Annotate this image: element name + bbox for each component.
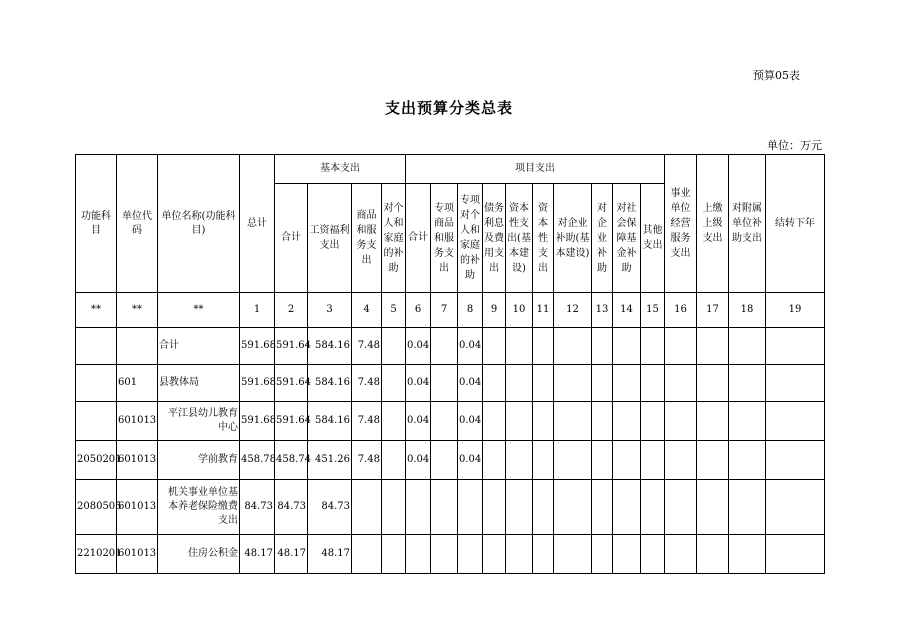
cell-empty (483, 402, 506, 441)
cell-code (117, 328, 158, 365)
header-basic: 基本支出 (275, 155, 406, 184)
cell-empty (766, 535, 825, 574)
cell-c8: 0.04 (458, 328, 483, 365)
header-total: 总计 (240, 155, 275, 293)
header-upper: 上缴上级支出 (697, 155, 729, 293)
header-proj-goods: 专项商品和服务支出 (431, 184, 458, 293)
cell-name: 县教体局 (158, 365, 240, 402)
cell-empty (613, 328, 641, 365)
index-cell: 15 (641, 293, 665, 328)
cell-code: 601013 (117, 535, 158, 574)
cell-c8: 0.04 (458, 365, 483, 402)
budget-table (75, 154, 825, 574)
cell-name: 住房公积金 (158, 535, 240, 574)
cell-empty (592, 480, 613, 535)
cell-empty (665, 365, 697, 402)
index-cell: 14 (613, 293, 641, 328)
cell-empty (613, 365, 641, 402)
cell-empty (665, 480, 697, 535)
cell-func: 2080505 (76, 480, 117, 535)
cell-empty (729, 441, 766, 480)
cell-empty (431, 535, 458, 574)
header-capital: 资本性支出 (533, 184, 554, 293)
header-unit-code: 单位代码 (117, 155, 158, 293)
header-proj-sum: 合计 (406, 184, 431, 293)
cell-empty (613, 441, 641, 480)
cell-empty (554, 402, 592, 441)
header-subsidy: 对个人和家庭的补助 (382, 184, 406, 293)
header-debt: 债务利息及费用支出 (483, 184, 506, 293)
cell-empty (554, 480, 592, 535)
cell-name: 合计 (158, 328, 240, 365)
index-cell: 11 (533, 293, 554, 328)
cell-empty (592, 365, 613, 402)
cell-empty (766, 402, 825, 441)
cell-empty (382, 480, 406, 535)
cell-empty (641, 480, 665, 535)
cell-empty (641, 365, 665, 402)
index-cell: 7 (431, 293, 458, 328)
index-cell: 8 (458, 293, 483, 328)
cell-empty (382, 328, 406, 365)
index-cell: ** (158, 293, 240, 328)
cell-c4 (352, 480, 382, 535)
cell-empty (533, 365, 554, 402)
page-title: 支出预算分类总表 (384, 99, 513, 117)
cell-empty (641, 535, 665, 574)
cell-c2: 84.73 (275, 480, 308, 535)
cell-c1: 48.17 (240, 535, 275, 574)
cell-c1: 591.68 (240, 328, 275, 365)
cell-empty (613, 480, 641, 535)
cell-c4 (352, 535, 382, 574)
cell-empty (729, 365, 766, 402)
cell-c3: 584.16 (308, 365, 352, 402)
cell-c8 (458, 480, 483, 535)
header-affiliated: 对附属单位补助支出 (729, 155, 766, 293)
unit-label: 单位：万元 (767, 139, 822, 152)
index-cell: 2 (275, 293, 308, 328)
data-body (76, 328, 825, 574)
cell-empty (431, 480, 458, 535)
cell-c3: 584.16 (308, 402, 352, 441)
cell-empty (613, 402, 641, 441)
cell-code: 601013 (117, 480, 158, 535)
cell-empty (431, 402, 458, 441)
table-row (76, 535, 825, 574)
cell-c8: 0.04 (458, 402, 483, 441)
cell-empty (641, 441, 665, 480)
cell-c1: 591.68 (240, 365, 275, 402)
header-proj-subsidy: 专项对个人和家庭的补助 (458, 184, 483, 293)
cell-name: 机关事业单位基本养老保险缴费支出 (158, 480, 240, 535)
index-cell: 6 (406, 293, 431, 328)
cell-empty (506, 535, 533, 574)
cell-c4: 7.48 (352, 328, 382, 365)
cell-empty (697, 441, 729, 480)
header-capital-basic: 资本性支出(基本建设) (506, 184, 533, 293)
form-number: 预算05表 (753, 69, 800, 82)
header-project: 项目支出 (406, 155, 665, 184)
cell-c2: 591.64 (275, 365, 308, 402)
cell-name: 平江县幼儿教育中心 (158, 402, 240, 441)
cell-empty (766, 441, 825, 480)
cell-empty (729, 328, 766, 365)
cell-c6: 0.04 (406, 402, 431, 441)
index-cell: 5 (382, 293, 406, 328)
header-basic-sum: 合计 (275, 184, 308, 293)
cell-empty (533, 441, 554, 480)
cell-empty (697, 365, 729, 402)
cell-func: 2050201 (76, 441, 117, 480)
cell-empty (431, 365, 458, 402)
header-enterprise-basic: 对企业补助(基本建设) (554, 184, 592, 293)
cell-empty (592, 535, 613, 574)
cell-func (76, 365, 117, 402)
cell-empty (697, 480, 729, 535)
cell-empty (697, 535, 729, 574)
index-cell: 3 (308, 293, 352, 328)
index-cell: 12 (554, 293, 592, 328)
cell-empty (431, 441, 458, 480)
cell-empty (382, 441, 406, 480)
header-operating: 事业单位经营服务支出 (665, 155, 697, 293)
cell-c2: 591.64 (275, 328, 308, 365)
cell-c2: 458.74 (275, 441, 308, 480)
cell-func (76, 402, 117, 441)
table-row (76, 402, 825, 441)
index-cell: 4 (352, 293, 382, 328)
cell-empty (382, 402, 406, 441)
cell-c4: 7.48 (352, 441, 382, 480)
cell-empty (506, 441, 533, 480)
cell-empty (382, 535, 406, 574)
cell-empty (533, 402, 554, 441)
cell-c6 (406, 480, 431, 535)
cell-empty (483, 365, 506, 402)
header-enterprise: 对企业补助 (592, 184, 613, 293)
cell-empty (431, 328, 458, 365)
cell-c4: 7.48 (352, 402, 382, 441)
index-cell: 1 (240, 293, 275, 328)
index-cell: 17 (697, 293, 729, 328)
cell-func: 2210201 (76, 535, 117, 574)
cell-empty (766, 365, 825, 402)
header-goods: 商品和服务支出 (352, 184, 382, 293)
index-cell: 18 (729, 293, 766, 328)
cell-c8 (458, 535, 483, 574)
cell-c1: 591.68 (240, 402, 275, 441)
header-carry: 结转下年 (766, 155, 825, 293)
cell-empty (766, 328, 825, 365)
cell-c3: 84.73 (308, 480, 352, 535)
cell-c4: 7.48 (352, 365, 382, 402)
header-row-1 (76, 155, 825, 184)
cell-empty (554, 328, 592, 365)
header-other: 其他支出 (641, 184, 665, 293)
cell-empty (592, 441, 613, 480)
index-cell: 9 (483, 293, 506, 328)
cell-c6: 0.04 (406, 328, 431, 365)
cell-empty (613, 535, 641, 574)
cell-code: 601 (117, 365, 158, 402)
cell-empty (641, 402, 665, 441)
cell-empty (592, 328, 613, 365)
cell-empty (483, 441, 506, 480)
cell-c1: 84.73 (240, 480, 275, 535)
cell-empty (665, 328, 697, 365)
cell-empty (697, 328, 729, 365)
cell-empty (665, 441, 697, 480)
cell-code: 601013 (117, 402, 158, 441)
cell-empty (506, 402, 533, 441)
table-row (76, 328, 825, 365)
index-cell: 16 (665, 293, 697, 328)
cell-empty (729, 480, 766, 535)
cell-empty (506, 480, 533, 535)
cell-empty (729, 535, 766, 574)
cell-c3: 584.16 (308, 328, 352, 365)
cell-code: 601013 (117, 441, 158, 480)
cell-empty (554, 535, 592, 574)
cell-empty (592, 402, 613, 441)
cell-empty (533, 328, 554, 365)
cell-empty (533, 480, 554, 535)
table-row (76, 480, 825, 535)
cell-c2: 48.17 (275, 535, 308, 574)
cell-c2: 591.64 (275, 402, 308, 441)
cell-c6: 0.04 (406, 365, 431, 402)
header-func-subject: 功能科目 (76, 155, 117, 293)
cell-empty (382, 365, 406, 402)
cell-empty (483, 328, 506, 365)
cell-c1: 458.78 (240, 441, 275, 480)
cell-empty (533, 535, 554, 574)
cell-empty (641, 328, 665, 365)
index-cell: 19 (766, 293, 825, 328)
cell-empty (506, 328, 533, 365)
index-row (76, 293, 825, 328)
cell-empty (554, 441, 592, 480)
cell-c3: 451.26 (308, 441, 352, 480)
header-unit-name: 单位名称(功能科目) (158, 155, 240, 293)
cell-c8: 0.04 (458, 441, 483, 480)
cell-c3: 48.17 (308, 535, 352, 574)
index-cell: 13 (592, 293, 613, 328)
cell-empty (665, 535, 697, 574)
table-row (76, 441, 825, 480)
cell-empty (483, 535, 506, 574)
cell-empty (665, 402, 697, 441)
header-salary: 工资福利支出 (308, 184, 352, 293)
index-cell: 10 (506, 293, 533, 328)
cell-empty (729, 402, 766, 441)
table-row (76, 365, 825, 402)
index-cell: ** (76, 293, 117, 328)
cell-empty (766, 480, 825, 535)
cell-name: 学前教育 (158, 441, 240, 480)
cell-c6: 0.04 (406, 441, 431, 480)
cell-empty (506, 365, 533, 402)
cell-empty (697, 402, 729, 441)
cell-func (76, 328, 117, 365)
index-cell: ** (117, 293, 158, 328)
header-social: 对社会保障基金补助 (613, 184, 641, 293)
cell-empty (483, 480, 506, 535)
cell-empty (554, 365, 592, 402)
cell-c6 (406, 535, 431, 574)
